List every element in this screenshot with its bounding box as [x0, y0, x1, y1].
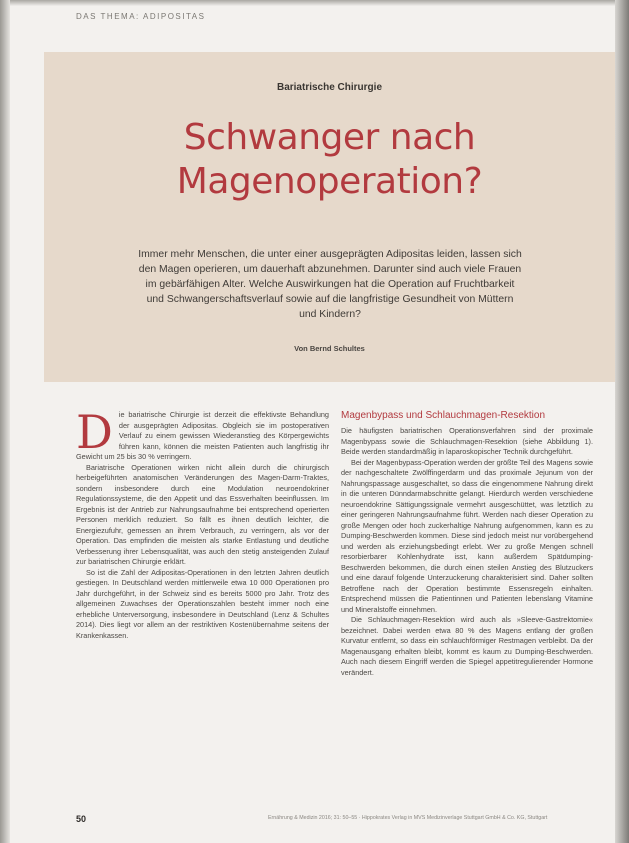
scan-shadow-right [615, 0, 629, 843]
paragraph: So ist die Zahl der Adipositas-Operationen in den letzten Jahren deutlich gestiegen. In Deutschland werden mittlerweile etwa 10 000 Operationen pro Jahr durchgeführt, in der Schweiz sind es bereits 5000 pro Jahr. Trotz des allgemeinen Zuwachses der Operationszahlen besteht immer noch eine erhebliche Unterversorgung, insbesondere in Deutschland (Lenz & Schultes 2014). Dies liegt vor allem an der restriktiven Kostenübernahme seitens der Krankenkassen. [76, 567, 329, 640]
byline: Von Bernd Schultes [294, 344, 365, 353]
section-subhead: Magenbypass und Schlauchmagen-Resektion [341, 410, 546, 421]
hero-panel [44, 52, 615, 382]
intro-text: ie bariatrische Chirurgie ist derzeit die effektivste Behandlung der ausgeprägten Adipositas. Obgleich sie im postoperativen Verlauf zu einem gewissen Wiederanstieg des Körpergewichts führen kann, können die meisten Patienten auch langfristig ihr Gewicht um 25 bis 30 % verringern. [76, 410, 329, 461]
scan-shadow-top [0, 0, 629, 6]
section-header: DAS THEMA: ADIPOSITAS [76, 12, 206, 21]
paragraph-intro [76, 405, 329, 463]
column-left [76, 405, 329, 641]
article-title [44, 116, 615, 204]
paragraph: Die Schlauchmagen-Resektion wird auch als »Sleeve-Gastrektomie« bezeichnet. Dabei werden etwa 80 % des Magens entlang der großen Kurvatur entfernt, so dass ein schlauchförmiger Restmagen verbleibt. Da der Magenausgang erhalten bleibt, kommt es kaum zu Dumping-Beschwerden. Auch nach diesem Eingriff werden die Spiegel appetitregulierender Hormone verändert. [341, 615, 593, 677]
page-number: 50 [76, 814, 87, 824]
title-line-2: Magenoperation? [176, 161, 483, 202]
paragraph: Die häufigsten bariatrischen Operationsverfahren sind der proximale Magenbypass sowie die Schlauchmagen-Resektion (siehe Abbildung 1). Beide werden standardmäßig in laparoskopischer Technik durchgeführt. [341, 426, 593, 456]
column-right [341, 426, 593, 678]
paragraph: Bei der Magenbypass-Operation werden der größte Teil des Magens sowie der nachgeschaltete Zwölffingerdarm und das proximale Jejunum von der Nahrungspassage ausgeschaltet, so dass die eingenommene Nahrung direkt in die unteren Dünndarmabschnitte gelangt. Hierdurch werden verschiedene neuroendokrine Sättigungssignale vermehrt ausgeschüttet, was letztlich zu einer geringeren Nahrungsaufnahme führt. Werden nach dieser Operation zu große Mengen oder hoch zuckerhaltige Nahrung aufgenommen, kann es zu Dumping-Beschwerden kommen. Diese sind jedoch meist nur vorübergehend und werden als erziehungsbedingt erlebt. Wer zu große Mengen schnell resorbierbarer Kohlenhydrate isst, kann außerdem Spätdumping-Beschwerden bekommen, die durch einen steilen Anstieg des Blutzuckers und eine darauf folgende Unterzuckerung charakterisiert sind. Daher sollten Betroffene nach der Operation bestimmte Essensregeln einhalten. Entsprechend müssen die Patientinnen und Patienten lebenslang Vitamine und Mineralstoffe einnehmen. [341, 457, 594, 614]
scan-shadow-left [0, 0, 10, 843]
title-line-1: Schwanger nach [183, 117, 476, 158]
paragraph: Bariatrische Operationen wirken nicht allein durch die chirurgisch herbeigeführten anatomischen Veränderungen des Magen-Darm-Traktes, sondern insbesondere durch eine Modulation neuroendokriner Regulationssysteme, die den Appetit und das Essverhalten beeinflussen. Im Ergebnis ist der Antrieb zur Nahrungsaufnahme bei entsprechend operierten Personen merklich reduziert. So fällt es ihnen deutlich leichter, die Energiezufuhr, gemessen an ihrem Verbrauch, zu verringern, als vor der Operation. Das empfinden die meisten als starke Entlastung und deutliche Verbesserung ihrer Lebensqualität, was auch den stetig ansteigenden Zulauf zur bariatrischen Chirurgie erklärt. [76, 462, 329, 566]
drop-cap: D [76, 405, 113, 459]
footer-imprint: Ernährung & Medizin 2016; 31: 50–55 · Hippokrates Verlag in MVS Medizinverlage Stuttgart GmbH & Co. KG, Stuttgart [268, 815, 548, 821]
kicker: Bariatrische Chirurgie [276, 82, 383, 93]
lead-paragraph: Immer mehr Menschen, die unter einer ausgeprägten Adipositas leiden, lassen sich den Magen operieren, um dauerhaft abzunehmen. Darunter sind auch viele Frauen im gebärfähigen Alter. Welche Auswirkungen hat die Operation auf Fruchtbarkeit und Schwangerschaftsverlauf sowie auf die langfristige Gesundheit von Müttern und Kindern? [138, 249, 522, 320]
